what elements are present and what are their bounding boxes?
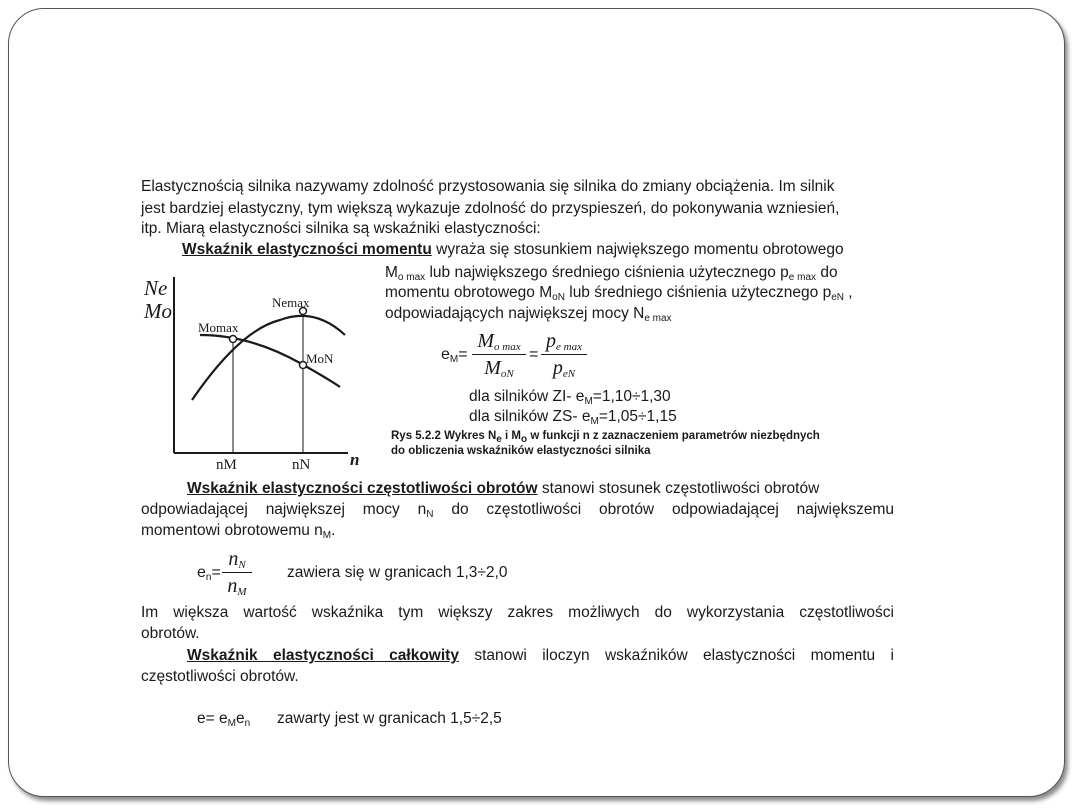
speed-range: zawiera się w granicach 1,3÷2,0 [287, 564, 508, 581]
x-label-nm: nM [216, 457, 237, 473]
engine-characteristics-graph [140, 265, 380, 475]
x-label-nn: nN [292, 457, 311, 473]
moment-range-zi: dla silników ZI- $e_M=1,10\div 1,30$ [469, 388, 671, 407]
moment-heading: Wskaźnik elastyczności momentu [182, 241, 432, 258]
total-paragraph-line-2: częstotliwości obrotów. [141, 668, 299, 685]
label-momax: Momax [198, 320, 239, 335]
label-mon: MoN [306, 351, 334, 366]
moment-formula-equals: = [529, 346, 539, 363]
momax-point [230, 336, 237, 343]
speed-paragraph-line-1: Wskaźnik elastyczności częstotliwości obrotów stanowi stosunek częstotliwości obrotów [187, 480, 820, 497]
moment-formula-lhs: $e_M=$ [441, 346, 468, 365]
speed-paragraph-line-3: momentowi obrotowemu $n_M$. [141, 522, 336, 541]
total-heading: Wskaźnik elastyczności całkowity [187, 647, 459, 664]
speed-heading: Wskaźnik elastyczności częstotliwości obrotów [187, 480, 538, 497]
total-paragraph-line-1: Wskaźnik elastyczności całkowity stanowi iloczyn wskaźników elastyczności momentu i [187, 647, 894, 664]
moment-paragraph-line-4: odpowiadających największej mocy $N_{e max}$ [385, 305, 672, 324]
moment-paragraph-line-1: Wskaźnik elastyczności momentu wyraża się stosunkiem największego momentu obrotowego [182, 241, 844, 258]
moment-paragraph-line-2: $M_{o max}$ lub największego średniego ciśnienia użytecznego $p_{e max}$ do [385, 264, 838, 283]
moment-range-zs: dla silników ZS- $e_M=1,05\div 1,15$ [469, 408, 677, 427]
moment-paragraph-line-3: momentu obrotowego $M_{oN}$ lub średniego ciśnienia użytecznego $p_{eN}$ , [385, 284, 853, 303]
speed-after-line-2: obrotów. [141, 625, 200, 642]
moment-fraction-m: $M_{o max}$ $M_{oN}$ [472, 329, 526, 380]
intro-line-1: Elastycznością silnika nazywamy zdolność przystosowania się silnika do zmiany obciążenia. Im silnik [141, 178, 835, 195]
y-axis-label-mo: Mo [144, 299, 172, 323]
total-formula: $e= e_Me_n$ [197, 710, 251, 729]
x-axis-label-n: n [350, 450, 360, 469]
intro-line-3: itp. Miarą elastyczności silnika są wskaźniki elastyczności: [141, 220, 541, 237]
speed-fraction: $n_N$ $n_M$ [222, 547, 252, 598]
speed-paragraph-line-2: odpowiadającej największej mocy $n_N$ do częstotliwości obrotów odpowiadającej największemu [141, 501, 894, 520]
figure-caption-line-1: Rys 5.2.2 Wykres $N_e$ i $M_o$ w funkcji n z zaznaczeniem parametrów niezbędnych [391, 430, 820, 445]
figure-caption-line-2: do obliczenia wskaźników elastyczności silnika [391, 445, 651, 457]
total-range: zawarty jest w granicach 1,5÷2,5 [277, 710, 502, 727]
y-axis-label-ne: Ne [144, 276, 168, 300]
speed-formula-lhs: $e_n=$ [197, 564, 221, 583]
intro-line-2: jest bardziej elastyczny, tym większą wykazuje zdolność do przyspieszeń, do pokonywania wzniesień, [141, 200, 840, 217]
label-nemax: Nemax [272, 295, 310, 310]
moment-fraction-p: $p_{e max}$ $p_{eN}$ [541, 329, 587, 380]
speed-after-line-1: Im większa wartość wskaźnika tym większy zakres możliwych do wykorzystania częstotliwości [141, 604, 894, 621]
